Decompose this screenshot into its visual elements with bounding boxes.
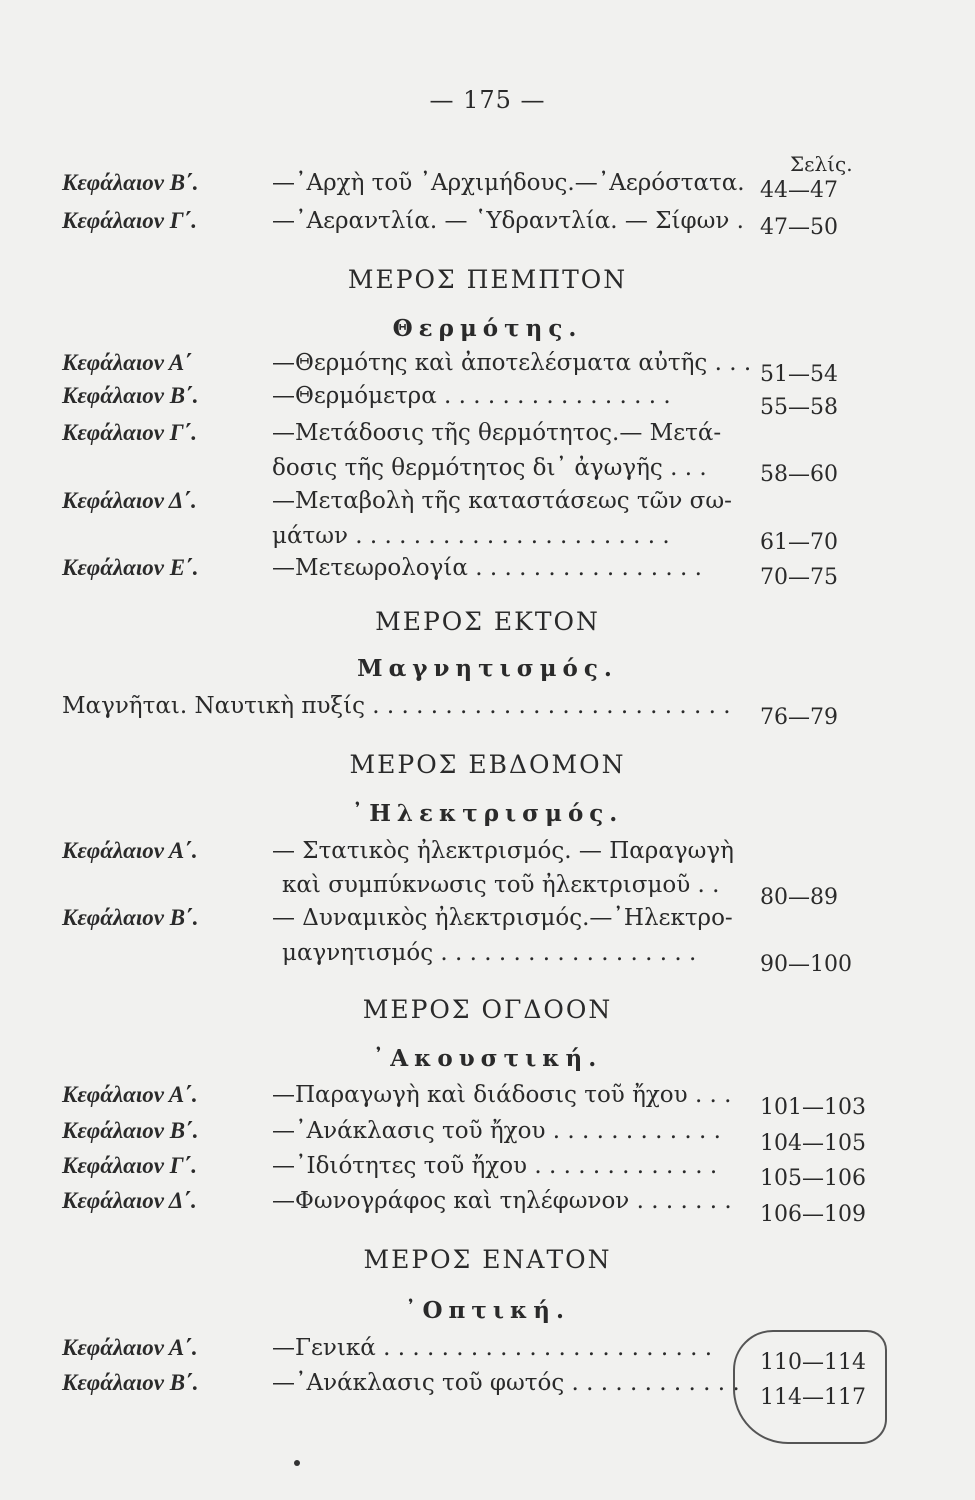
toc-entry: [62, 1335, 712, 1361]
entry-pages: 80—89: [760, 885, 838, 910]
entry-text: —Θερμότης καὶ ἀποτελέσματα αὐτῆς . . .: [272, 350, 752, 376]
entry-text: —᾿Ιδιότητες τοῦ ἤχου . . . . . . . . . . . . .: [272, 1153, 718, 1179]
entry-text: —Μετεωρολογία . . . . . . . . . . . . . . . .: [272, 555, 702, 581]
toc-entry: [62, 1370, 740, 1396]
entry-pages: 76—79: [760, 705, 838, 730]
toc-entry: [62, 555, 702, 581]
entry-pages: 104—105: [760, 1131, 866, 1156]
toc-entry: [62, 1082, 732, 1108]
entry-text: —᾿Ανάκλασις τοῦ φωτός . . . . . . . . . . . .: [272, 1370, 740, 1396]
entry-pages: 106—109: [760, 1202, 866, 1227]
chapter-label: Κεφάλαιον Γ΄.: [62, 208, 198, 233]
entry-pages: 44—47: [760, 178, 838, 203]
page-column-header: Σελίς.: [790, 152, 853, 176]
entry-text: — Δυναμικὸς ἠλεκτρισμός.—᾿Ηλεκτρο-: [272, 905, 733, 931]
entry-text: —Γενικά . . . . . . . . . . . . . . . . . . . . . . .: [272, 1335, 713, 1361]
toc-entry: [62, 350, 751, 376]
entry-text: —Φωνογράφος καὶ τηλέφωνον . . . . . . .: [272, 1188, 732, 1214]
entry-pages: 51—54: [760, 362, 838, 387]
toc-entry: [62, 1153, 717, 1179]
part-title: ΜΕΡΟΣ ΕΒΔΟΜΟΝ: [349, 750, 626, 779]
entry-text: —Μετάδοσις τῆς θερμότητος.— Μετά-: [272, 420, 722, 446]
toc-entry: [62, 208, 744, 234]
toc-entry: [62, 838, 734, 864]
ink-dot: [294, 1460, 300, 1466]
entry-pages: 55—58: [760, 395, 838, 420]
part-title: ΜΕΡΟΣ ΟΓΔΟΟΝ: [362, 995, 613, 1024]
chapter-label: Κεφάλαιον Β΄.: [62, 1370, 199, 1395]
chapter-label: Κεφάλαιον Β΄.: [62, 1118, 199, 1143]
entry-text: — Στατικὸς ἠλεκτρισμός. — Παραγωγὴ: [272, 838, 734, 864]
part-subject: ᾿Ηλεκτρισμός.: [351, 800, 624, 827]
chapter-label: Κεφάλαιον Β΄.: [62, 383, 199, 408]
chapter-label: Κεφάλαιον Γ΄.: [62, 1153, 198, 1178]
entry-pages: 114—117: [760, 1385, 866, 1410]
entry-text-continued: καὶ συμπύκνωσις τοῦ ἠλεκτρισμοῦ . .: [282, 872, 720, 898]
part-title: ΜΕΡΟΣ ΕΚΤΟΝ: [375, 607, 600, 636]
chapter-label: Κεφάλαιον Α΄.: [62, 1082, 198, 1107]
pencil-circle-mark: [733, 1330, 887, 1444]
entry-text: —᾿Ανάκλασις τοῦ ἤχου . . . . . . . . . . . .: [272, 1118, 721, 1144]
toc-entry: [62, 170, 745, 196]
entry-pages: 90—100: [760, 952, 852, 977]
toc-entry: [62, 1118, 721, 1144]
toc-entry: [62, 905, 733, 931]
toc-entry: Μαγνῆται. Ναυτικὴ πυξίς . . . . . . . . . . . . . . . . . . . . . . . . .: [62, 693, 731, 719]
part-subject: ᾿Οπτική.: [405, 1297, 570, 1324]
entry-text: —Μεταβολὴ τῆς καταστάσεως τῶν σω-: [272, 488, 732, 514]
entry-text-continued: δοσις τῆς θερμότητος δι᾿ ἀγωγῆς . . .: [272, 455, 707, 481]
entry-text: —᾿Αρχὴ τοῦ ᾿Αρχιμήδους.—᾿Αερόστατα.: [272, 170, 745, 196]
chapter-label: Κεφάλαιον Α΄.: [62, 1335, 198, 1360]
chapter-label: Κεφάλαιον Ε΄.: [62, 555, 199, 580]
entry-pages: 101—103: [760, 1095, 866, 1120]
entry-pages: 110—114: [760, 1350, 866, 1375]
part-subject: ᾿Ακουστική.: [372, 1045, 603, 1072]
entry-pages: 58—60: [760, 462, 838, 487]
toc-entry: [62, 1188, 732, 1214]
entry-text: —᾿Αεραντλία. — ῾Υδραντλία. — Σίφων .: [272, 208, 744, 234]
entry-text-continued: μαγνητισμός . . . . . . . . . . . . . . . . . .: [282, 940, 697, 966]
part-subject: Μαγνητισμός.: [357, 655, 618, 682]
entry-pages: 61—70: [760, 530, 838, 555]
entry-text: —Θερμόμετρα . . . . . . . . . . . . . . . .: [272, 383, 671, 409]
chapter-label: Κεφάλαιον Δ΄.: [62, 1188, 197, 1213]
part-subject: Θερμότης.: [392, 315, 583, 342]
toc-entry: [62, 420, 721, 446]
chapter-label: Κεφάλαιον Β΄.: [62, 905, 199, 930]
chapter-label: Κεφάλαιον Γ΄.: [62, 420, 198, 445]
part-title: ΜΕΡΟΣ ΕΝΑΤΟΝ: [363, 1245, 612, 1274]
chapter-label: Κεφάλαιον Α΄: [62, 350, 192, 375]
toc-entry: [62, 488, 732, 514]
chapter-label: Κεφάλαιον Δ΄.: [62, 488, 197, 513]
chapter-label: Κεφάλαιον Α΄.: [62, 838, 198, 863]
entry-text: —Παραγωγὴ καὶ διάδοσις τοῦ ἤχου . . .: [272, 1082, 732, 1108]
entry-text-continued: μάτων . . . . . . . . . . . . . . . . . . . . . .: [272, 523, 670, 549]
entry-pages: 70—75: [760, 565, 838, 590]
chapter-label: Κεφάλαιον Β΄.: [62, 170, 199, 195]
toc-entry: [62, 383, 671, 409]
page-number: — 175 —: [429, 86, 546, 114]
part-title: ΜΕΡΟΣ ΠΕΜΠΤΟΝ: [347, 265, 628, 294]
entry-pages: 47—50: [760, 215, 838, 240]
entry-pages: 105—106: [760, 1166, 866, 1191]
